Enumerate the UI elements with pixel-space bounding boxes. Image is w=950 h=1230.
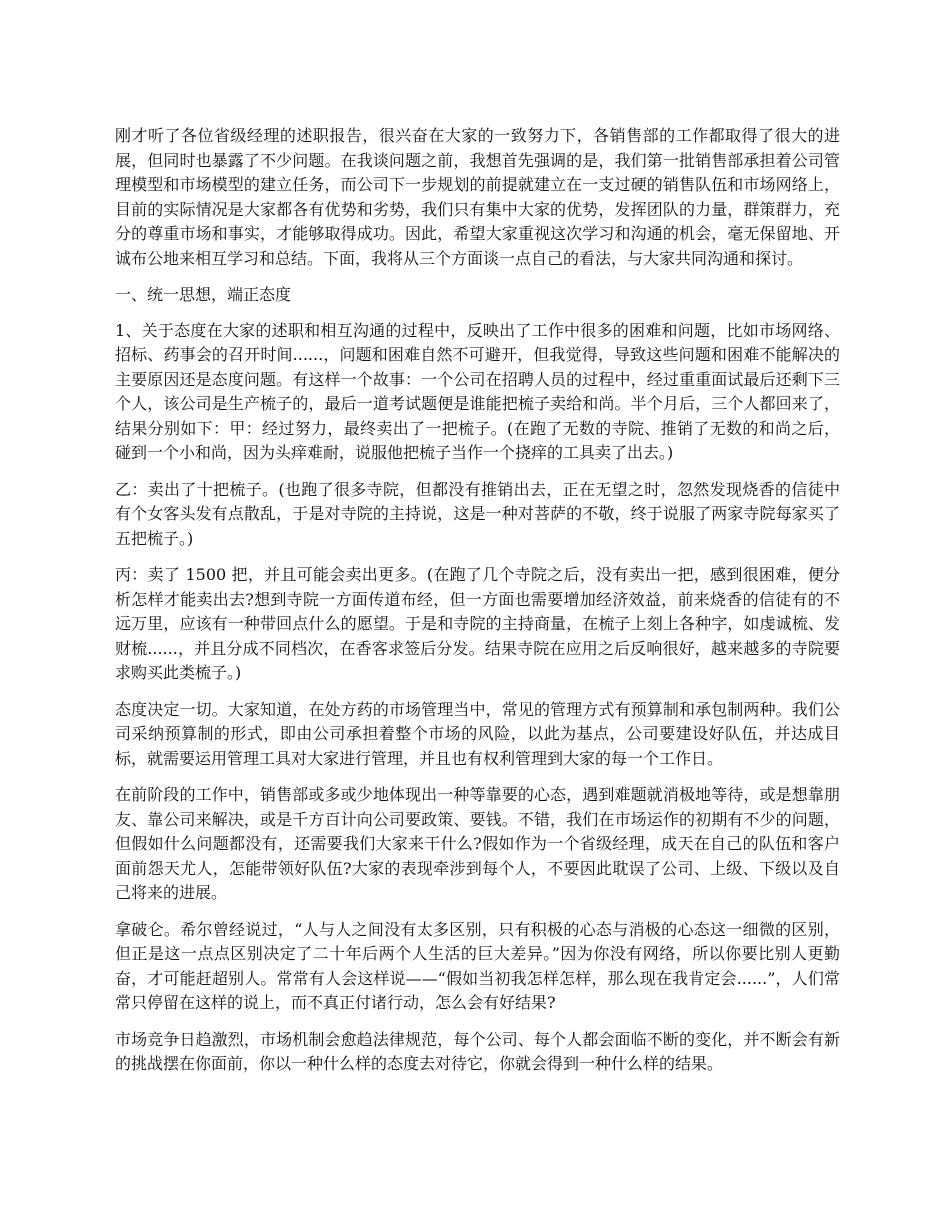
document-body [115, 124, 840, 1089]
napoleon-hill-paragraph: 拿破仑。希尔曾经说过，“人与人之间没有太多区别，只有积极的心态与消极的心态这一细微的区别，但正是这一点点区别决定了二十年后两个人生活的巨大差异。”因为你没有网络，所以你要比别人更勤奋，才可能赶超别人。常常有人会这样说——“假如当初我怎样怎样，那么现在我肯定会......”，人们常常只停留在这样的说上，而不真正付诸行动，怎么会有好结果? [115, 919, 840, 1012]
previous-stage-paragraph: 在前阶段的工作中，销售部或多或少地体现出一种等靠要的心态，遇到难题就消极地等待，或是想靠朋友、靠公司来解决，或是千方百计向公司要政策、要钱。不错，我们在市场运作的初期有不少的问题，但假如什么问题都没有，还需要我们大家来干什么?假如作为一个省级经理，成天在自己的队伍和客户面前怨天尤人，怎能带领好队伍?大家的表现牵涉到每个人，不要因此耽误了公司、上级、下级以及自己将来的进展。 [115, 785, 840, 902]
intro-paragraph: 刚才听了各位省级经理的述职报告，很兴奋在大家的一致努力下，各销售部的工作都取得了很大的进展，但同时也暴露了不少问题。在我谈问题之前，我想首先强调的是，我们第一批销售部承担着公司管理模型和市场模型的建立任务，而公司下一步规划的前提就建立在一支过硬的销售队伍和市场网络上，目前的实际情况是大家都各有优势和劣势，我们只有集中大家的优势，发挥团队的力量，群策群力，充分的尊重市场和事实，才能够取得成功。因此，希望大家重视这次学习和沟通的机会，毫无保留地、开诚布公地来相互学习和总结。下面，我将从三个方面谈一点自己的看法，与大家共同沟通和探讨。 [115, 126, 840, 268]
market-competition-paragraph: 市场竞争日趋激烈，市场机制会愈趋法律规范，每个公司、每个人都会面临不断的变化，并不断会有新的挑战摆在你面前，你以一种什么样的态度去对待它，你就会得到一种什么样的结果。 [115, 1029, 840, 1073]
story-b-paragraph: 乙：卖出了十把梳子。(也跑了很多寺院，但都没有推销出去，正在无望之时，忽然发现烧香的信徒中有个女客头发有点散乱，于是对寺院的主持说，这是一种对菩萨的不敬，终于说服了两家寺院每家买了五把梳子。) [115, 479, 840, 548]
attitude-decides-paragraph: 态度决定一切。大家知道，在处方药的市场管理当中，常见的管理方式有预算制和承包制两种。我们公司采纳预算制的形式，即由公司承担着整个市场的风险，以此为基点，公司要建设好队伍，并达成目标，就需要运用管理工具对大家进行管理，并且也有权利管理到大家的每一个工作日。 [115, 699, 840, 768]
section-heading: 一、统一思想，端正态度 [115, 285, 292, 304]
story-c-paragraph: 丙：卖了 1500 把，并且可能会卖出更多。(在跑了几个寺院之后，没有卖出一把，感到很困难，便分析怎样才能卖出去?想到寺院一方面传道布经，但一方面也需要增加经济效益，前来烧香的信徒有的不远万里，应该有一种带回点什么的愿望。于是和寺院的主持商量，在梳子上刻上各种字，如虔诚梳、发财梳......，并且分成不同档次，在香客求签后分发。结果寺院在应用之后反响很好，越来越多的寺院要求购买此类梳子。) [115, 565, 840, 682]
attitude-story-paragraph: 1、关于态度在大家的述职和相互沟通的过程中，反映出了工作中很多的困难和问题，比如市场网络、招标、药事会的召开时间......，问题和困难自然不可避开，但我觉得，导致这些问题和困难不能解决的主要原因还是态度问题。有这样一个故事：一个公司在招聘人员的过程中，经过重重面试最后还剩下三个人，该公司是生产梳子的，最后一道考试题便是谁能把梳子卖给和尚。半个月后，三个人都回来了，结果分别如下：甲：经过努力，最终卖出了一把梳子。(在跑了无数的寺院、推销了无数的和尚之后，碰到一个小和尚，因为头痒难耐，说服他把梳子当作一个挠痒的工具卖了出去。) [115, 320, 840, 462]
